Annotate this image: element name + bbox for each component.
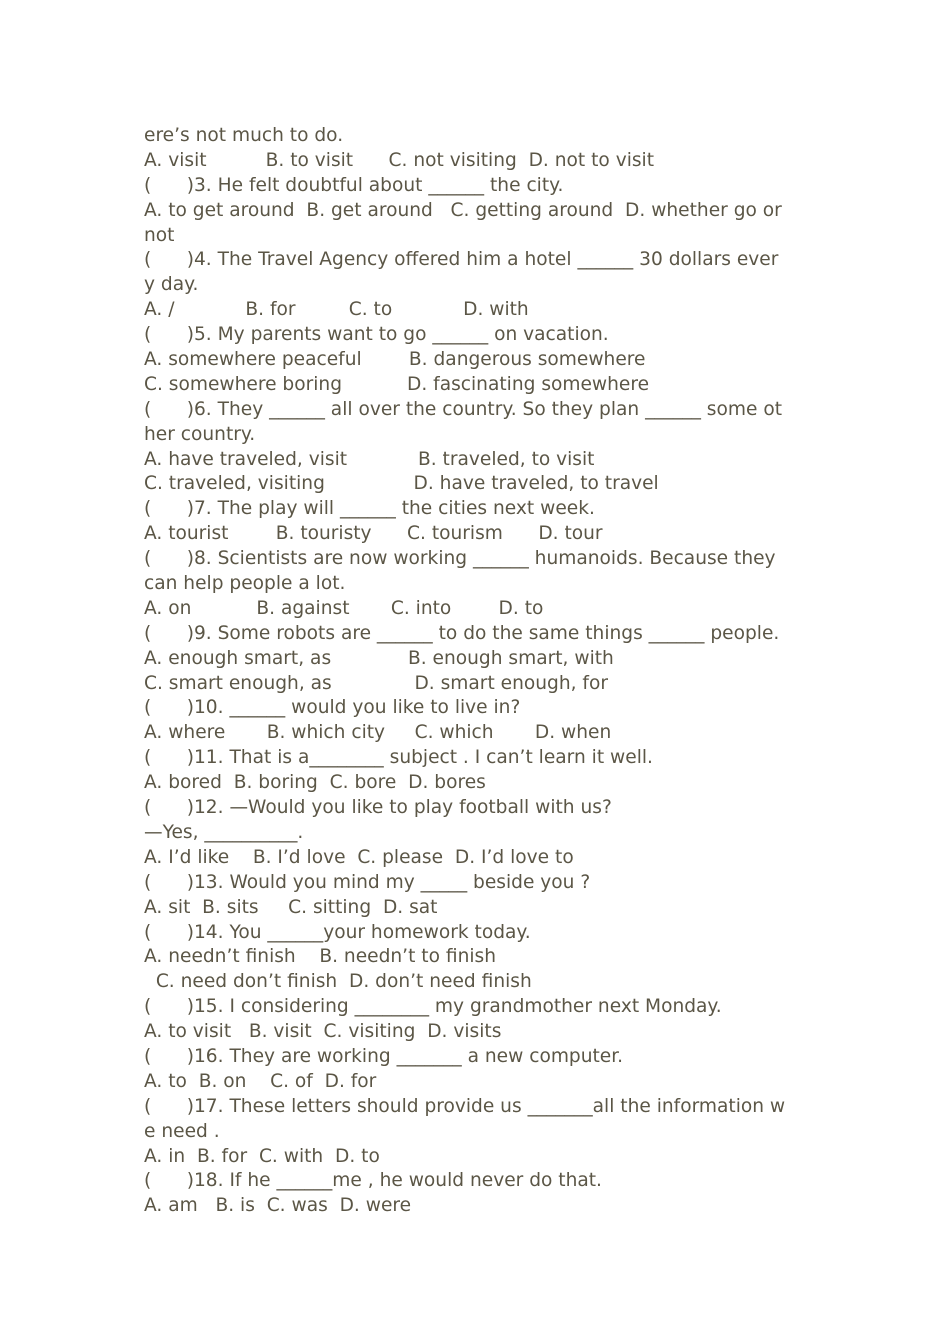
text-line: —Yes, __________. xyxy=(144,821,304,843)
text-line: A. to visit B. visit C. visiting D. visits xyxy=(144,1021,502,1043)
text-line: ( )9. Some robots are ______ to do the same things ______ people. xyxy=(144,622,780,644)
text-line: A. tourist B. touristy C. tourism D. tour xyxy=(144,523,603,545)
text-line: C. need don’t finish D. don’t need finish xyxy=(144,971,532,993)
text-line: A. where B. which city C. which D. when xyxy=(144,722,612,744)
text-line: A. on B. against C. into D. to xyxy=(144,597,544,619)
text-line: ( )3. He felt doubtful about ______ the city. xyxy=(144,174,564,196)
text-line: C. somewhere boring D. fascinating somewhere xyxy=(144,373,650,395)
text-line: ( )11. That is a________ subject . I can’t learn it well. xyxy=(144,747,653,769)
text-line: ( )6. They ______ all over the country. So they plan ______ some ot xyxy=(144,398,782,420)
text-line: ( )14. You ______your homework today. xyxy=(144,921,531,943)
text-line: y day. xyxy=(144,274,199,296)
text-line: ( )18. If he ______me , he would never do that. xyxy=(144,1170,602,1192)
text-line: ( )15. I considering ________ my grandmother next Monday. xyxy=(144,996,722,1018)
text-line: A. sit B. sits C. sitting D. sat xyxy=(144,896,438,918)
text-line: C. traveled, visiting D. have traveled, to travel xyxy=(144,473,659,495)
text-line: A. bored B. boring C. bore D. bores xyxy=(144,772,486,794)
text-line: can help people a lot. xyxy=(144,573,346,595)
text-line: A. in B. for C. with D. to xyxy=(144,1145,380,1167)
text-line: A. to get around B. get around C. getting around D. whether go or xyxy=(144,199,782,221)
text-line: her country. xyxy=(144,423,256,445)
text-line: not xyxy=(144,224,175,246)
text-line: ere’s not much to do. xyxy=(144,125,344,146)
text-line: ( )16. They are working _______ a new computer. xyxy=(144,1045,624,1067)
text-line: ( )13. Would you mind my _____ beside you ? xyxy=(144,871,591,893)
text-line: A. needn’t finish B. needn’t to finish xyxy=(144,946,497,968)
document-body xyxy=(144,124,814,1219)
text-line: ( )7. The play will ______ the cities next week. xyxy=(144,498,595,520)
text-line: A. visit B. to visit C. not visiting D. not to visit xyxy=(144,149,655,171)
text-line: ( )5. My parents want to go ______ on vacation. xyxy=(144,324,609,346)
text-line: A. am B. is C. was D. were xyxy=(144,1195,412,1217)
text-line: ( )10. ______ would you like to live in? xyxy=(144,697,521,719)
text-line: ( )12. —Would you like to play football with us? xyxy=(144,797,612,819)
text-line: A. enough smart, as B. enough smart, with xyxy=(144,647,614,669)
text-line: A. have traveled, visit B. traveled, to visit xyxy=(144,448,595,470)
text-line: C. smart enough, as D. smart enough, for xyxy=(144,672,608,694)
text-line: ( )17. These letters should provide us _______all the information w xyxy=(144,1095,786,1117)
text-line: A. somewhere peaceful B. dangerous somewhere xyxy=(144,349,646,371)
text-line: A. I’d like B. I’d love C. please D. I’d love to xyxy=(144,846,574,868)
text-line: e need . xyxy=(144,1120,220,1142)
text-line: ( )4. The Travel Agency offered him a hotel ______ 30 dollars ever xyxy=(144,249,779,271)
text-line: ( )8. Scientists are now working ______ humanoids. Because they xyxy=(144,548,776,570)
text-line: A. / B. for C. to D. with xyxy=(144,299,529,321)
text-line: A. to B. on C. of D. for xyxy=(144,1070,377,1092)
